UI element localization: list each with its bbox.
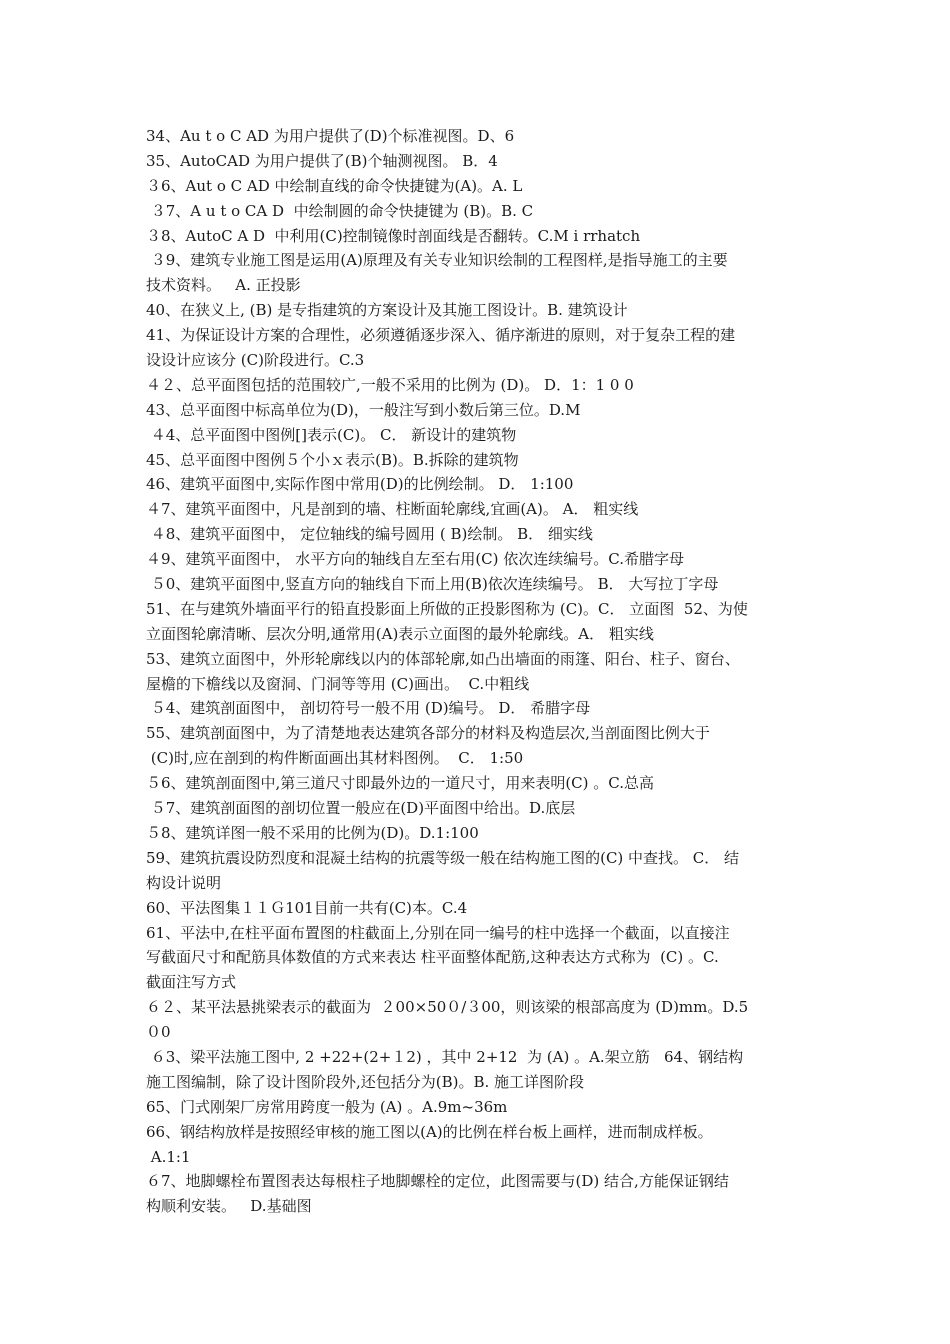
text-line: 技术资料。 A. 正投影 xyxy=(146,276,301,295)
text-line: 施工图编制，除了设计图阶段外,还包括分为(B)。B. 施工详图阶段 xyxy=(146,1072,585,1091)
text-line: 屋檐的下檐线以及窗洞、门洞等等用 (C)画出。 C.中粗线 xyxy=(146,674,530,693)
text-line: 写截面尺寸和配筋具体数值的方式来表达 柱平面整体配筋,这种表达方式称为 (C) 。C. xyxy=(146,948,719,967)
text-line: ５7、建筑剖面图的剖切位置一般应在(D)平面图中给出。D.底层 xyxy=(146,799,576,818)
text-line: ３9、建筑专业施工图是运用(A)原理及有关专业知识绘制的工程图样,是指导施工的主要 xyxy=(146,251,728,270)
text-line: 55、建筑剖面图中，为了清楚地表达建筑各部分的材料及构造层次,当剖面图比例大于 xyxy=(146,724,710,743)
text-line: ３6、Aut o C AD 中绘制直线的命令快捷键为(A)。A. L xyxy=(146,176,523,195)
text-line: 34、Au t o C AD 为用户提供了(D)个标准视图。D、6 xyxy=(146,127,515,145)
text-line: ４9、建筑平面图中， 水平方向的轴线自左至右用(C) 依次连续编号。C.希腊字母 xyxy=(146,550,684,569)
text-line: 46、建筑平面图中,实际作图中常用(D)的比例绘制。 D． 1:100 xyxy=(146,475,574,494)
text-line: 60、平法图集１１Ｇ101目前一共有(C)本。C.4 xyxy=(146,898,468,917)
text-line: 61、平法中,在柱平面布置图的柱截面上,分别在同一编号的柱中选择一个截面，以直接注 xyxy=(146,923,730,942)
text-line: ５6、建筑剖面图中,第三道尺寸即最外边的一道尺寸，用来表明(C) 。C.总高 xyxy=(146,774,654,793)
text-line: 66、钢结构放样是按照经审核的施工图以(A)的比例在样台板上画样，进而制成样板。 xyxy=(146,1122,713,1141)
text-line: ４8、建筑平面图中， 定位轴线的编号圆用 ( B)绘制。 B． 细实线 xyxy=(146,525,593,544)
text-line: 构设计说明 xyxy=(146,873,222,892)
text-line: 51、在与建筑外墙面平行的铅直投影面上所做的正投影图称为 (C)。C． 立面图 52、为使 xyxy=(146,599,748,618)
text-line: 65、门式刚架厂房常用跨度一般为 (A) 。A.9m~36m xyxy=(146,1097,508,1116)
text-line: A.1:1 xyxy=(146,1147,191,1166)
question-list xyxy=(146,124,806,1219)
text-line: ４4、总平面图中图例[]表示(C)。 C． 新设计的建筑物 xyxy=(146,425,517,444)
text-line: ４２、总平面图包括的范围较广,一般不采用的比例为 (D)。 D．1：1 0 0 xyxy=(146,375,634,394)
text-line: 53、建筑立面图中，外形轮廓线以内的体部轮廓,如凸出墙面的雨篷、阳台、柱子、窗台、 xyxy=(146,649,740,668)
text-line: ６２、某平法悬挑梁表示的截面为 ２00×50０/３00，则该梁的根部高度为 (D)mm。D.5 xyxy=(146,998,749,1017)
text-line: ６3、梁平法施工图中, 2 +22+(2+１2) ，其中 2+12 为 (A) 。A.架立筋 64、钢结构 xyxy=(146,1047,744,1066)
text-line: ３8、AutoC A D 中利用(C)控制镜像时剖面线是否翻转。C.M i rrhatch xyxy=(146,226,641,245)
text-line: ５4、建筑剖面图中， 剖切符号一般不用 (D)编号。 D． 希腊字母 xyxy=(146,699,591,718)
text-line: 43、总平面图中标高单位为(D)，一般注写到小数后第三位。D.M xyxy=(146,400,581,419)
text-line: 45、总平面图中图例５个小ｘ表示(B)。B.拆除的建筑物 xyxy=(146,450,519,469)
text-line: 40、在狭义上, (B) 是专指建筑的方案设计及其施工图设计。B. 建筑设计 xyxy=(146,301,628,320)
text-line: 35、AutoCAD 为用户提供了(B)个轴测视图。 B．4 xyxy=(146,151,498,170)
text-line: 设设计应该分 (C)阶段进行。C.3 xyxy=(146,351,365,370)
text-line: ４7、建筑平面图中，凡是剖到的墙、柱断面轮廓线,宜画(A)。 A． 粗实线 xyxy=(146,500,639,519)
text-line: 59、建筑抗震设防烈度和混凝土结构的抗震等级一般在结构施工图的(C) 中查找。 C． 结 xyxy=(146,848,740,867)
text-line: 立面图轮廓清晰、层次分明,通常用(A)表示立面图的最外轮廓线。A． 粗实线 xyxy=(146,624,654,643)
text-line: ６7、地脚螺栓布置图表达每根柱子地脚螺栓的定位，此图需要与(D) 结合,方能保证钢结 xyxy=(146,1172,729,1191)
text-line: (C)时,应在剖到的构件断面画出其材料图例。 C． 1:50 xyxy=(146,749,524,768)
text-line: ５8、建筑详图一般不采用的比例为(D)。D.1:100 xyxy=(146,823,479,842)
text-line: ０0 xyxy=(146,1023,171,1042)
text-line: 截面注写方式 xyxy=(146,973,237,992)
text-line: 构顺利安装。 D.基础图 xyxy=(146,1197,312,1216)
text-line: ５0、建筑平面图中,竖直方向的轴线自下而上用(B)依次连续编号。 B． 大写拉丁字母 xyxy=(146,575,719,594)
text-line: ３7、A u t o CA D 中绘制圆的命令快捷键为 (B)。B. C xyxy=(146,201,534,220)
text-line: 41、为保证设计方案的合理性，必须遵循逐步深入、循序渐进的原则，对于复杂工程的建 xyxy=(146,326,736,345)
